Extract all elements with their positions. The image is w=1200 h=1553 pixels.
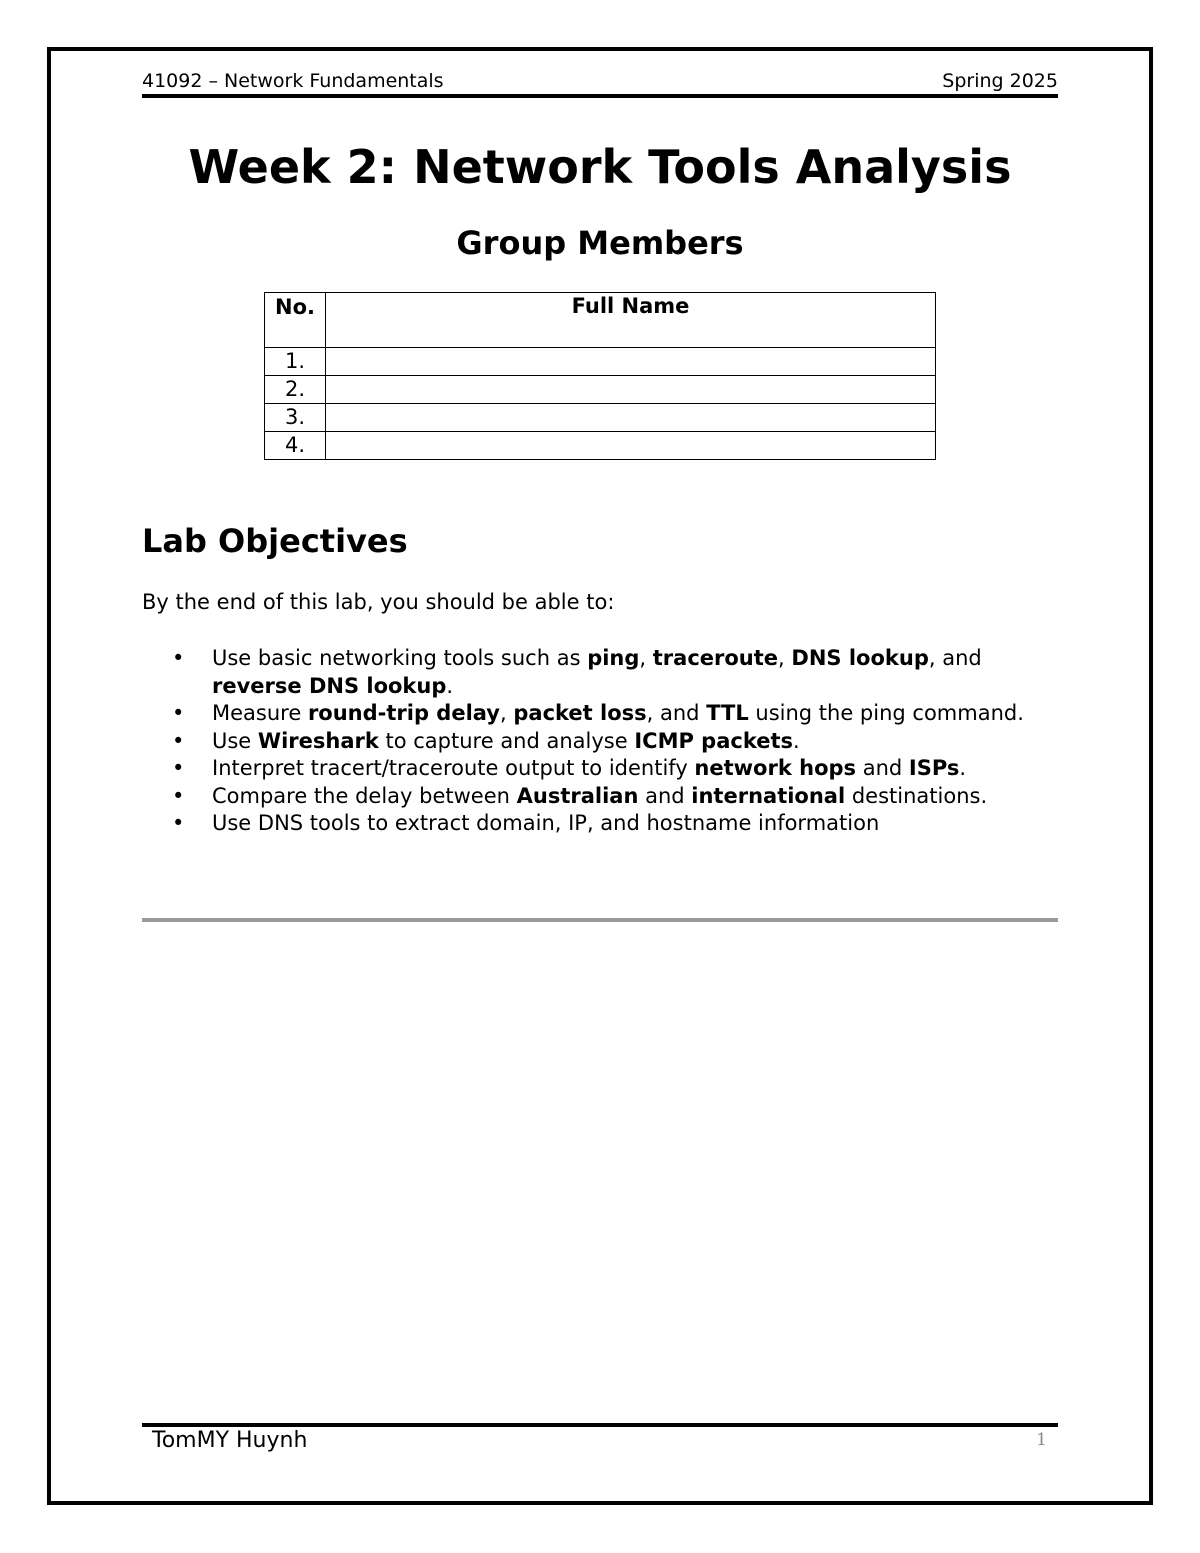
bullet-icon: • [172, 728, 185, 753]
bullet-icon: • [172, 783, 185, 808]
bold-term: ping [587, 646, 640, 670]
text-segment: , and [646, 701, 707, 725]
bold-term: ICMP packets [634, 728, 794, 753]
group-members-table [264, 292, 936, 460]
bullet-icon: • [172, 756, 185, 780]
list-item [142, 783, 1058, 811]
bold-term: network hops [694, 756, 857, 780]
text-segment: Compare the delay between [212, 783, 517, 808]
table-header-row [265, 293, 936, 348]
footer-rule [142, 1423, 1058, 1427]
header-rule [142, 94, 1058, 98]
text-segment: Use basic networking tools such as [212, 646, 588, 670]
row-number: 3. [265, 404, 326, 432]
full-name-cell[interactable] [326, 376, 936, 404]
group-members-heading: Group Members [456, 224, 744, 262]
list-item [142, 728, 1058, 756]
text-segment: and [856, 756, 909, 780]
table-row [265, 348, 936, 376]
text-segment: , and [928, 646, 982, 670]
header-no: No. [265, 293, 326, 348]
bold-term: international [691, 783, 846, 808]
text-segment: and [638, 783, 692, 808]
text-segment: to capture and analyse [378, 728, 635, 753]
row-number: 2. [265, 376, 326, 404]
text-segment: Measure [212, 701, 308, 725]
text-segment: . [793, 728, 800, 753]
list-item [142, 700, 1058, 728]
row-number: 4. [265, 432, 326, 460]
intro-text: By the end of this lab, you should be able to: [142, 590, 615, 614]
text-segment: Interpret tracert/traceroute output to identify [212, 756, 695, 780]
text-segment: destinations. [845, 783, 988, 808]
bold-term: reverse DNS lookup [212, 673, 447, 698]
lab-objectives-heading: Lab Objectives [142, 522, 408, 560]
bold-term: Wireshark [257, 728, 379, 753]
bold-term: DNS lookup [791, 646, 929, 670]
full-name-cell[interactable] [326, 348, 936, 376]
row-number: 1. [265, 348, 326, 376]
list-item [142, 645, 1058, 700]
bold-term: ISPs [908, 756, 960, 780]
section-divider [142, 918, 1058, 922]
list-item [142, 810, 1058, 838]
text-segment: . [446, 673, 454, 698]
page-number: 1 [1036, 1430, 1047, 1450]
text-segment: , [778, 646, 792, 670]
bold-term: Australian [516, 783, 639, 808]
table-row [265, 404, 936, 432]
bold-term: TTL [706, 701, 749, 725]
list-item [142, 755, 1058, 783]
document-title: Week 2: Network Tools Analysis [188, 140, 1012, 194]
bold-term: packet loss [513, 701, 647, 725]
bullet-icon: • [172, 646, 185, 670]
term: Spring 2025 [942, 70, 1058, 92]
text-segment: Use [212, 728, 258, 753]
text-segment: , [639, 646, 653, 670]
full-name-cell[interactable] [326, 404, 936, 432]
header-full-name: Full Name [326, 293, 936, 348]
objectives-list [142, 645, 1058, 838]
full-name-cell[interactable] [326, 432, 936, 460]
bullet-icon: • [172, 701, 185, 725]
bold-term: traceroute [652, 646, 779, 670]
footer-author: TomMY Huynh [152, 1428, 308, 1453]
table-row [265, 376, 936, 404]
text-segment: Use DNS tools to extract domain, IP, and hostname information [212, 811, 880, 835]
course-name: 41092 – Network Fundamentals [142, 70, 444, 92]
bullet-icon: • [172, 811, 185, 835]
bold-term: round-trip delay [307, 701, 500, 725]
table-row [265, 432, 936, 460]
page-header [142, 70, 1058, 92]
text-segment: , [500, 701, 514, 725]
text-segment: . [959, 756, 967, 780]
text-segment: using the ping command. [748, 701, 1024, 725]
